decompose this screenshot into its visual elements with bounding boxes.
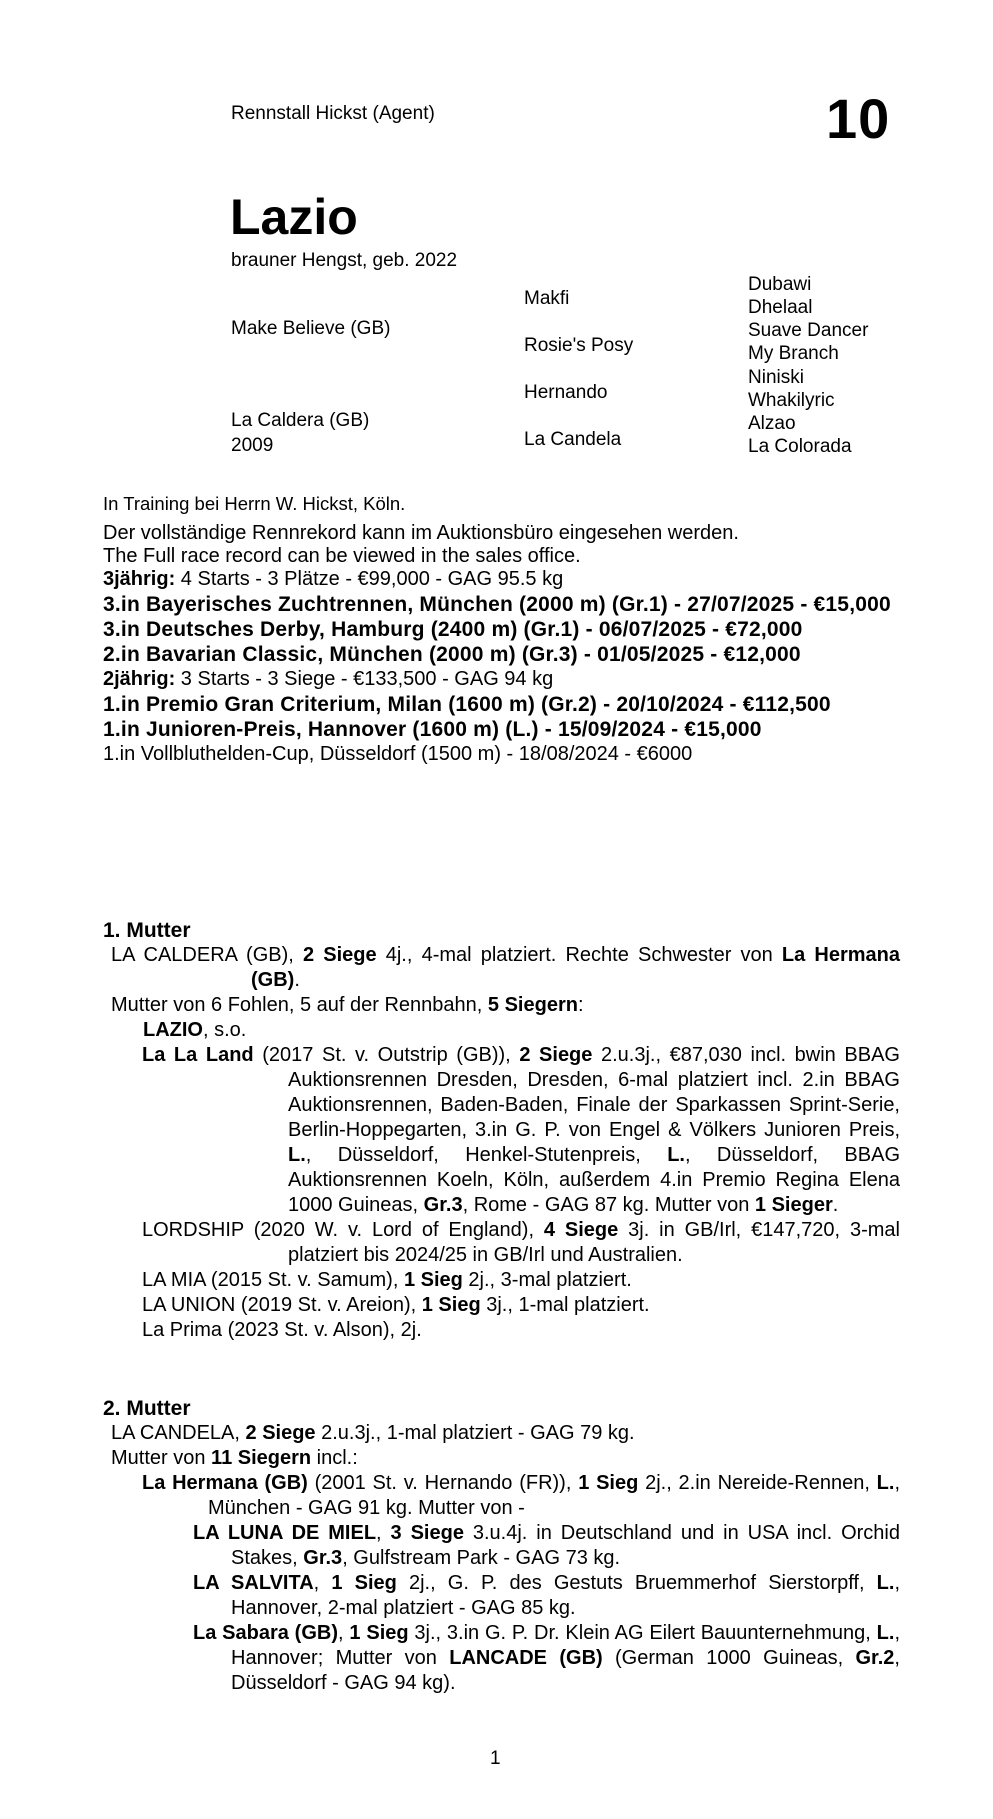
text: , [376, 1522, 391, 1544]
season-label: 2jährig: [103, 668, 176, 690]
text-bold: L. [288, 1144, 306, 1166]
race-entry: 2.in Bavarian Classic, München (2000 m) (Gr.3) - 01/05/2025 - €12,000 [103, 643, 801, 666]
text-bold: 1 Sieg [349, 1622, 409, 1644]
text: LA CALDERA (GB), [111, 944, 303, 966]
lot-number: 10 [826, 87, 891, 150]
text: 2j., 3-mal platziert. [462, 1269, 632, 1291]
offspring-item [103, 1218, 900, 1268]
text-bold: 1 Sieg [403, 1269, 463, 1291]
pedigree-great-grandparent: Alzao [748, 413, 796, 434]
text: LA UNION (2019 St. v. Areion), [142, 1294, 422, 1316]
pedigree-grandparent: Hernando [524, 382, 608, 403]
text: : [577, 994, 584, 1016]
offspring-item [103, 1043, 900, 1218]
pedigree-grandparent: Makfi [524, 288, 570, 309]
dam-summary [103, 943, 900, 993]
pedigree-grandparent: Rosie's Posy [524, 335, 634, 356]
offspring-item [103, 1293, 900, 1318]
section-heading: 2. Mutter [103, 1397, 191, 1420]
text-bold: La La Land [142, 1044, 254, 1066]
text: , [338, 1622, 350, 1644]
pedigree-great-grandparent: My Branch [748, 343, 839, 364]
dam-produce-summary [103, 993, 900, 1018]
text-bold: 2 Siege [519, 1044, 593, 1066]
text-bold: Gr.3 [303, 1547, 343, 1569]
race-entry: 1.in Junioren-Preis, Hannover (1600 m) (L.) - 15/09/2024 - €15,000 [103, 718, 762, 741]
season-summary: 4 Starts - 3 Plätze - €99,000 - GAG 95.5 kg [175, 568, 564, 590]
text-bold: LA LUNA DE MIEL [193, 1522, 377, 1544]
pedigree-dam-year: 2009 [231, 435, 274, 456]
text-bold: 2 Siege [245, 1422, 316, 1444]
pedigree-great-grandparent: Dubawi [748, 274, 812, 295]
offspring-item [103, 1018, 900, 1043]
race-entry: 3.in Bayerisches Zuchtrennen, München (2000 m) (Gr.1) - 27/07/2025 - €15,000 [103, 593, 891, 616]
dam-produce-summary [103, 1446, 900, 1471]
text-bold: LAZIO [143, 1019, 203, 1041]
pedigree-dam: La Caldera (GB) [231, 410, 370, 431]
text: Mutter von 6 Fohlen, 5 auf der Rennbahn, [111, 994, 488, 1016]
text: , Düsseldorf, Henkel-Stutenpreis, [305, 1144, 668, 1166]
section-heading: 1. Mutter [103, 919, 191, 942]
text: 2j., G. P. des Gestuts Bruemmerhof Sierstorpff, [396, 1572, 877, 1594]
text: LA CANDELA, [111, 1422, 246, 1444]
text: , [313, 1572, 332, 1594]
text-bold: 1 Sieg [331, 1572, 397, 1594]
text-bold: La Hermana (GB) [251, 944, 900, 991]
text-bold: La Sabara (GB) [193, 1622, 339, 1644]
grand-offspring-item [103, 1571, 900, 1621]
text: , Hannover; Mutter von [231, 1622, 900, 1669]
race-entry: 1.in Premio Gran Criterium, Milan (1600 m) (Gr.2) - 20/10/2024 - €112,500 [103, 693, 831, 716]
text-bold: LANCADE (GB) [449, 1647, 603, 1669]
text: incl.: [311, 1447, 358, 1469]
text-bold: 5 Siegern [487, 994, 578, 1016]
text: 2j., 2.in Nereide-Rennen, [638, 1472, 877, 1494]
text: 3j. in GB/Irl, €147,720, 3-mal platziert bis 2024/25 in GB/Irl und Australien. [288, 1219, 900, 1266]
pedigree-great-grandparent: Whakilyric [748, 390, 835, 411]
text: 4j., 4-mal platziert. Rechte Schwester von [376, 944, 782, 966]
text: , Düsseldorf, BBAG Auktionsrennen Koeln, Köln, außerdem 4.in Premio Regina Elena 1000 Guineas, [288, 1144, 900, 1216]
consignor: Rennstall Hickst (Agent) [231, 103, 435, 124]
text-bold: La Hermana (GB) [142, 1472, 308, 1494]
dam-summary [103, 1421, 900, 1446]
text-bold: 1 Sieg [578, 1472, 639, 1494]
horse-name: Lazio [230, 189, 358, 245]
text: (German 1000 Guineas, [602, 1647, 856, 1669]
season-label: 3jährig: [103, 568, 176, 590]
text: , Düsseldorf - GAG 94 kg). [231, 1647, 900, 1694]
text: , München - GAG 91 kg. Mutter von - [208, 1472, 901, 1519]
pedigree-sire: Make Believe (GB) [231, 318, 391, 339]
text-bold: 4 Siege [543, 1219, 619, 1241]
text-bold: Gr.3 [423, 1194, 463, 1216]
grand-offspring-item [103, 1521, 900, 1571]
text: , Gulfstream Park - GAG 73 kg. [342, 1547, 621, 1569]
offspring-item [103, 1268, 900, 1293]
record-note-en: The Full race record can be viewed in the sales office. [103, 545, 581, 567]
training-note: In Training bei Herrn W. Hickst, Köln. [103, 493, 406, 514]
text: (2017 St. v. Outstrip (GB)), [253, 1044, 520, 1066]
text: , s.o. [203, 1019, 247, 1041]
page-number: 1 [490, 1748, 501, 1769]
text: 2.u.3j., 1-mal platziert - GAG 79 kg. [315, 1422, 635, 1444]
text-bold: L. [876, 1572, 895, 1594]
text: LORDSHIP (2020 W. v. Lord of England), [142, 1219, 544, 1241]
pedigree-great-grandparent: Niniski [748, 367, 804, 388]
record-note-de: Der vollständige Rennrekord kann im Auktionsbüro eingesehen werden. [103, 522, 739, 544]
race-record [103, 521, 900, 767]
text-bold: L. [876, 1472, 895, 1494]
pedigree-great-grandparent: La Colorada [748, 436, 852, 457]
season-2yo [103, 667, 900, 692]
grand-offspring-item [103, 1621, 900, 1696]
text-bold: LA SALVITA [193, 1572, 314, 1594]
text: , Hannover, 2-mal platziert - GAG 85 kg. [231, 1572, 901, 1619]
offspring-item [103, 1471, 900, 1521]
pedigree-great-grandparent: Suave Dancer [748, 320, 869, 341]
pedigree-grandparent: La Candela [524, 429, 622, 450]
second-dam-section [103, 1396, 900, 1696]
race-entry: 3.in Deutsches Derby, Hamburg (2400 m) (Gr.1) - 06/07/2025 - €72,000 [103, 618, 803, 641]
text: LA MIA (2015 St. v. Samum), [142, 1269, 404, 1291]
text: Mutter von [111, 1447, 212, 1469]
text: , Rome - GAG 87 kg. Mutter von [462, 1194, 755, 1216]
text: 3j., 3.in G. P. Dr. Klein AG Eilert Bauunternehmung, [408, 1622, 877, 1644]
horse-description: brauner Hengst, geb. 2022 [231, 250, 458, 271]
season-summary: 3 Starts - 3 Siege - €133,500 - GAG 94 kg [175, 668, 554, 690]
text: 3.u.4j. in Deutschland und in USA incl. Orchid Stakes, [231, 1522, 900, 1569]
text: (2001 St. v. Hernando (FR)), [307, 1472, 579, 1494]
text-bold: 1 Sieger [754, 1194, 833, 1216]
text: . [294, 969, 300, 991]
text-bold: 1 Sieg [421, 1294, 481, 1316]
text-bold: Gr.2 [855, 1647, 895, 1669]
season-3yo [103, 567, 900, 592]
text-bold: 2 Siege [302, 944, 377, 966]
race-entry-minor: 1.in Vollbluthelden-Cup, Düsseldorf (1500 m) - 18/08/2024 - €6000 [103, 743, 693, 765]
text-bold: L. [667, 1144, 685, 1166]
text: La Prima (2023 St. v. Alson), 2j. [142, 1319, 422, 1341]
text-bold: 11 Siegern [211, 1447, 312, 1469]
text: 3j., 1-mal platziert. [480, 1294, 650, 1316]
first-dam-section [103, 918, 900, 1343]
text: 2.u.3j., €87,030 incl. bwin BBAG Auktionsrennen Dresden, Dresden, 6-mal platziert incl. 2.in BBAG Auktionsrennen, Baden-Baden, Finale der Sparkassen Sprint-Serie, Berlin-Hoppegarten, 3.in G. P. von Engel & Völkers Junioren Preis, [288, 1044, 900, 1141]
offspring-item [103, 1318, 900, 1343]
text-bold: L. [876, 1622, 895, 1644]
text: . [832, 1194, 839, 1216]
text-bold: 3 Siege [390, 1522, 464, 1544]
pedigree-great-grandparent: Dhelaal [748, 297, 813, 318]
